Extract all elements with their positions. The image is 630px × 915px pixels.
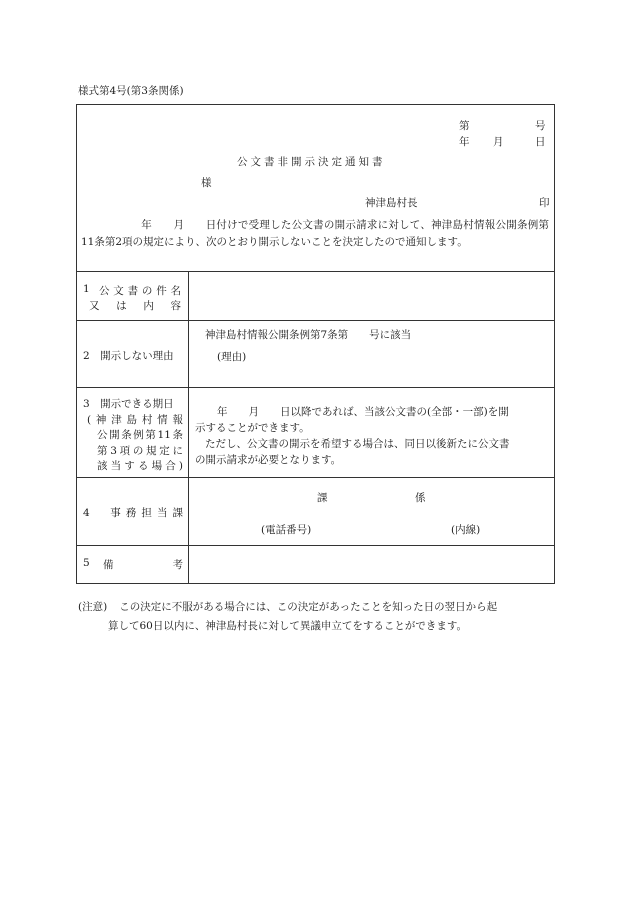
row5-label-cell [77, 546, 189, 583]
row1-label-line2: 又は内容 [89, 300, 181, 312]
addressee-suffix: 様 [201, 177, 212, 189]
notice-body-text: 年 月 日付けで受理した公文書の開示請求に対して、神津島村情報公開条例第11条第2項の規定により、次のとおり開示しないことを決定したので通知します。 [81, 219, 549, 248]
row3-label-line2: (神津島村情報 [87, 414, 183, 426]
row4-content-cell [189, 478, 554, 545]
caution-line2: 算して60日以内に、神津島村長に対して異議申立てをすることができます。 [108, 620, 468, 632]
row2-content-line1: 神津島村情報公開条例第7条第 号に該当 [205, 329, 412, 341]
row2-reason-label: (理由) [217, 351, 247, 363]
row3-label-line1: 3 開示できる期日 [83, 398, 174, 410]
row1-number: 1 [83, 283, 90, 295]
row3-content-line1: 年 月 日以降であれば、当該公文書の(全部・一部)を開 [217, 406, 509, 418]
date-day: 日 [535, 136, 546, 148]
document-title: 公文書非開示決定通知書 [237, 156, 386, 168]
caution-prefix: (注意) [78, 601, 108, 613]
caution-line2-wrap [78, 617, 497, 636]
row4-subsection: 係 [415, 492, 426, 504]
date-year: 年 [459, 136, 470, 148]
row1-label-line1: 公文書の件名 [99, 285, 181, 297]
row-responsible-section [77, 478, 554, 546]
seal-mark: 印 [539, 197, 550, 209]
row1-label-cell [77, 271, 189, 320]
row-document-subject [77, 271, 554, 321]
row3-content-cell [189, 388, 554, 477]
row3-label-cell [77, 388, 189, 477]
number-suffix: 号 [535, 120, 546, 132]
notice-caution [78, 598, 497, 636]
row1-content-cell [189, 271, 554, 320]
row3-label-line3: 公開条例第11条 [97, 429, 183, 441]
number-prefix: 第 [459, 120, 470, 132]
row3-content-line2: 示することができます。 [195, 422, 310, 434]
row2-label: 2 開示しない理由 [83, 350, 174, 362]
row-remarks [77, 546, 554, 583]
row3-content-line3: ただし、公文書の開示を希望する場合は、同日以後新たに公文書 [205, 438, 510, 450]
row5-content-cell [189, 546, 554, 583]
row-disclosable-date [77, 388, 554, 478]
row3-label-line5: 該当する場合) [97, 460, 183, 472]
row5-number: 5 [83, 557, 90, 569]
row2-content-cell [189, 321, 554, 387]
notice-header [77, 105, 554, 272]
row4-section: 課 [317, 492, 328, 504]
row4-extension-label: (内線) [451, 524, 481, 536]
row3-content-line4: の開示請求が必要となります。 [195, 454, 342, 466]
row4-label-cell [77, 478, 189, 545]
row5-label: 備考 [103, 559, 183, 571]
issuer-name: 神津島村長 [365, 197, 418, 209]
notice-form [76, 104, 555, 584]
row4-phone-label: (電話番号) [261, 524, 312, 536]
row-nondisclosure-reason [77, 321, 554, 388]
caution-line1: この決定に不服がある場合には、この決定があったことを知った日の翌日から起 [119, 601, 498, 613]
date-month: 月 [493, 136, 504, 148]
notice-body [81, 217, 549, 251]
row4-label: 4 事務担当課 [83, 507, 183, 519]
form-number: 様式第4号(第3条関係) [78, 85, 184, 97]
row2-label-cell [77, 321, 189, 387]
row3-label-line4: 第3項の規定に [97, 445, 183, 457]
